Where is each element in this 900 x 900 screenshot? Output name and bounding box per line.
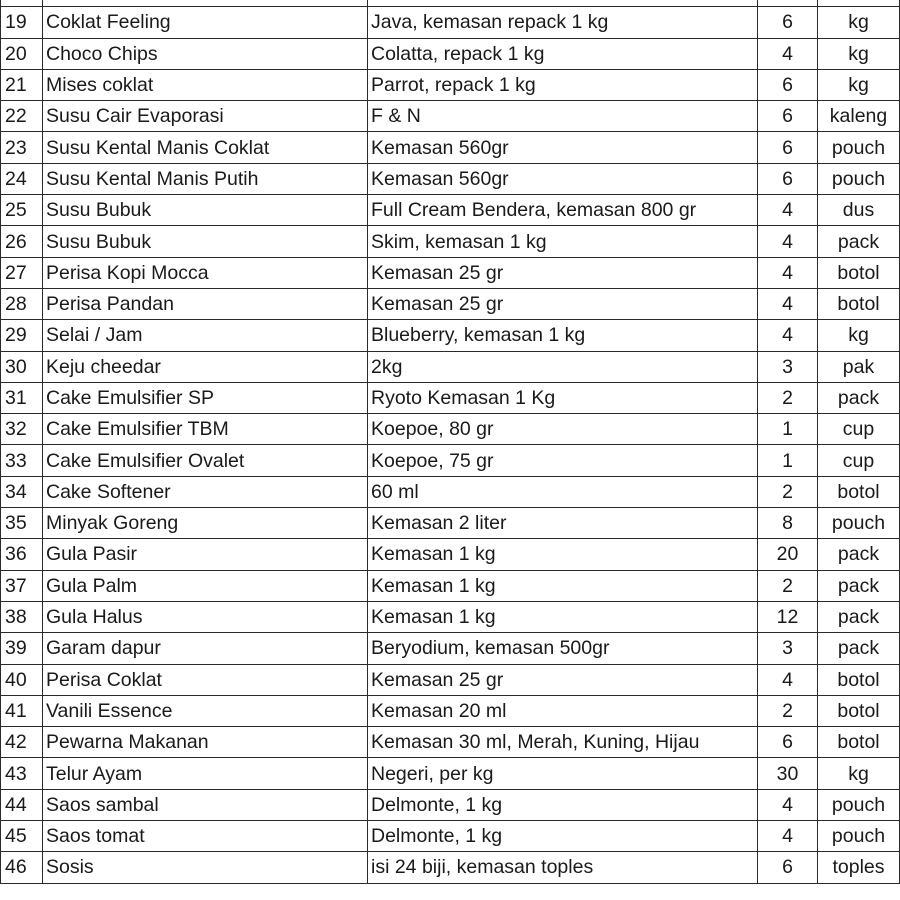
row-number: 38 <box>1 601 43 632</box>
item-unit: pack <box>818 226 900 257</box>
item-name <box>43 0 368 7</box>
item-name: Cake Emulsifier Ovalet <box>43 445 368 476</box>
item-qty: 4 <box>758 320 818 351</box>
table-row <box>1 601 900 632</box>
item-name: Cake Softener <box>43 476 368 507</box>
row-number: 44 <box>1 789 43 820</box>
item-name: Susu Bubuk <box>43 195 368 226</box>
table-row <box>1 445 900 476</box>
item-spec: Ryoto Kemasan 1 Kg <box>368 382 758 413</box>
item-spec: Full Cream Bendera, kemasan 800 gr <box>368 195 758 226</box>
item-spec: Koepoe, 80 gr <box>368 414 758 445</box>
row-number: 24 <box>1 163 43 194</box>
row-number: 36 <box>1 539 43 570</box>
table-row <box>1 288 900 319</box>
item-spec: Kemasan 1 kg <box>368 570 758 601</box>
table-row <box>1 664 900 695</box>
item-spec: Kemasan 30 ml, Merah, Kuning, Hijau <box>368 727 758 758</box>
item-qty: 1 <box>758 445 818 476</box>
row-number: 33 <box>1 445 43 476</box>
item-unit: kg <box>818 38 900 69</box>
item-unit: kg <box>818 7 900 38</box>
table-row <box>1 69 900 100</box>
item-name: Perisa Pandan <box>43 288 368 319</box>
item-spec: isi 24 biji, kemasan toples <box>368 852 758 883</box>
item-qty: 6 <box>758 163 818 194</box>
item-spec: Kemasan 2 liter <box>368 508 758 539</box>
table-row <box>1 727 900 758</box>
row-number: 46 <box>1 852 43 883</box>
item-unit: botol <box>818 664 900 695</box>
item-qty: 6 <box>758 132 818 163</box>
item-spec: Beryodium, kemasan 500gr <box>368 633 758 664</box>
item-qty: 4 <box>758 789 818 820</box>
table-row <box>1 226 900 257</box>
item-spec: Java, kemasan repack 1 kg <box>368 7 758 38</box>
item-spec: Kemasan 1 kg <box>368 539 758 570</box>
row-number: 20 <box>1 38 43 69</box>
row-number: 23 <box>1 132 43 163</box>
item-qty: 12 <box>758 601 818 632</box>
item-unit: pouch <box>818 789 900 820</box>
row-number <box>1 0 43 7</box>
table-row <box>1 414 900 445</box>
item-qty: 2 <box>758 382 818 413</box>
item-qty: 3 <box>758 351 818 382</box>
row-number: 29 <box>1 320 43 351</box>
item-qty <box>758 0 818 7</box>
item-qty: 6 <box>758 727 818 758</box>
item-name: Vanili Essence <box>43 695 368 726</box>
item-unit: botol <box>818 695 900 726</box>
table-row <box>1 633 900 664</box>
row-number: 45 <box>1 821 43 852</box>
row-number: 37 <box>1 570 43 601</box>
item-name: Selai / Jam <box>43 320 368 351</box>
item-spec: Blueberry, kemasan 1 kg <box>368 320 758 351</box>
item-unit: pack <box>818 601 900 632</box>
item-name: Choco Chips <box>43 38 368 69</box>
item-unit: botol <box>818 288 900 319</box>
item-name: Susu Kental Manis Putih <box>43 163 368 194</box>
item-qty: 6 <box>758 852 818 883</box>
item-unit: pack <box>818 382 900 413</box>
table-row <box>1 508 900 539</box>
item-name: Saos sambal <box>43 789 368 820</box>
table-row <box>1 570 900 601</box>
table-row <box>1 195 900 226</box>
row-number: 34 <box>1 476 43 507</box>
table-row <box>1 0 900 7</box>
item-name: Gula Halus <box>43 601 368 632</box>
item-unit: pak <box>818 351 900 382</box>
item-spec: Parrot, repack 1 kg <box>368 69 758 100</box>
item-name: Gula Palm <box>43 570 368 601</box>
item-name: Cake Emulsifier SP <box>43 382 368 413</box>
item-spec: F & N <box>368 101 758 132</box>
item-qty: 4 <box>758 288 818 319</box>
row-number: 27 <box>1 257 43 288</box>
item-unit: pack <box>818 633 900 664</box>
item-qty: 30 <box>758 758 818 789</box>
row-number: 42 <box>1 727 43 758</box>
item-qty: 4 <box>758 226 818 257</box>
item-unit: cup <box>818 445 900 476</box>
item-unit: kg <box>818 69 900 100</box>
row-number: 26 <box>1 226 43 257</box>
item-name: Minyak Goreng <box>43 508 368 539</box>
row-number: 39 <box>1 633 43 664</box>
table-row <box>1 38 900 69</box>
item-qty: 6 <box>758 101 818 132</box>
row-number: 31 <box>1 382 43 413</box>
item-unit: botol <box>818 727 900 758</box>
item-unit: pack <box>818 570 900 601</box>
item-qty: 8 <box>758 508 818 539</box>
item-qty: 4 <box>758 38 818 69</box>
table-row <box>1 7 900 38</box>
item-qty: 2 <box>758 695 818 726</box>
item-spec: Delmonte, 1 kg <box>368 821 758 852</box>
row-number: 43 <box>1 758 43 789</box>
table-row <box>1 351 900 382</box>
item-spec: Kemasan 20 ml <box>368 695 758 726</box>
item-unit: cup <box>818 414 900 445</box>
item-name: Gula Pasir <box>43 539 368 570</box>
item-spec: Kemasan 25 gr <box>368 664 758 695</box>
row-number: 30 <box>1 351 43 382</box>
item-name: Susu Cair Evaporasi <box>43 101 368 132</box>
item-unit: pouch <box>818 132 900 163</box>
item-name: Pewarna Makanan <box>43 727 368 758</box>
row-number: 40 <box>1 664 43 695</box>
item-name: Susu Kental Manis Coklat <box>43 132 368 163</box>
item-spec: Colatta, repack 1 kg <box>368 38 758 69</box>
item-qty: 6 <box>758 7 818 38</box>
table-row <box>1 101 900 132</box>
item-unit: kaleng <box>818 101 900 132</box>
item-name: Keju cheedar <box>43 351 368 382</box>
item-name: Susu Bubuk <box>43 226 368 257</box>
item-name: Cake Emulsifier TBM <box>43 414 368 445</box>
item-unit: pouch <box>818 163 900 194</box>
table-row <box>1 163 900 194</box>
item-spec <box>368 0 758 7</box>
row-number: 25 <box>1 195 43 226</box>
item-qty: 2 <box>758 476 818 507</box>
item-qty: 2 <box>758 570 818 601</box>
item-name: Sosis <box>43 852 368 883</box>
item-spec: Kemasan 1 kg <box>368 601 758 632</box>
table-row <box>1 821 900 852</box>
row-number: 21 <box>1 69 43 100</box>
item-spec: Kemasan 25 gr <box>368 257 758 288</box>
table-row <box>1 476 900 507</box>
item-name: Perisa Kopi Mocca <box>43 257 368 288</box>
item-spec: Skim, kemasan 1 kg <box>368 226 758 257</box>
table-body <box>1 0 900 883</box>
row-number: 32 <box>1 414 43 445</box>
item-name: Garam dapur <box>43 633 368 664</box>
item-unit <box>818 0 900 7</box>
item-qty: 1 <box>758 414 818 445</box>
table-row <box>1 789 900 820</box>
item-name: Coklat Feeling <box>43 7 368 38</box>
item-unit: kg <box>818 320 900 351</box>
row-number: 41 <box>1 695 43 726</box>
item-qty: 4 <box>758 195 818 226</box>
item-name: Perisa Coklat <box>43 664 368 695</box>
table-row <box>1 852 900 883</box>
item-unit: botol <box>818 476 900 507</box>
row-number: 35 <box>1 508 43 539</box>
item-qty: 4 <box>758 821 818 852</box>
item-qty: 4 <box>758 664 818 695</box>
table-row <box>1 132 900 163</box>
item-spec: Kemasan 560gr <box>368 132 758 163</box>
item-name: Telur Ayam <box>43 758 368 789</box>
item-qty: 4 <box>758 257 818 288</box>
item-unit: toples <box>818 852 900 883</box>
table-row <box>1 320 900 351</box>
item-unit: kg <box>818 758 900 789</box>
table-row <box>1 758 900 789</box>
table-row <box>1 539 900 570</box>
item-qty: 6 <box>758 69 818 100</box>
item-qty: 20 <box>758 539 818 570</box>
item-unit: pouch <box>818 821 900 852</box>
item-spec: Koepoe, 75 gr <box>368 445 758 476</box>
item-qty: 3 <box>758 633 818 664</box>
row-number: 22 <box>1 101 43 132</box>
table-row <box>1 695 900 726</box>
item-unit: pouch <box>818 508 900 539</box>
item-spec: Delmonte, 1 kg <box>368 789 758 820</box>
item-unit: pack <box>818 539 900 570</box>
row-number: 28 <box>1 288 43 319</box>
table-row <box>1 382 900 413</box>
item-name: Mises coklat <box>43 69 368 100</box>
table-row <box>1 257 900 288</box>
item-spec: Kemasan 25 gr <box>368 288 758 319</box>
item-spec: 2kg <box>368 351 758 382</box>
item-unit: botol <box>818 257 900 288</box>
item-spec: Negeri, per kg <box>368 758 758 789</box>
item-unit: dus <box>818 195 900 226</box>
item-spec: Kemasan 560gr <box>368 163 758 194</box>
row-number: 19 <box>1 7 43 38</box>
item-name: Saos tomat <box>43 821 368 852</box>
item-spec: 60 ml <box>368 476 758 507</box>
